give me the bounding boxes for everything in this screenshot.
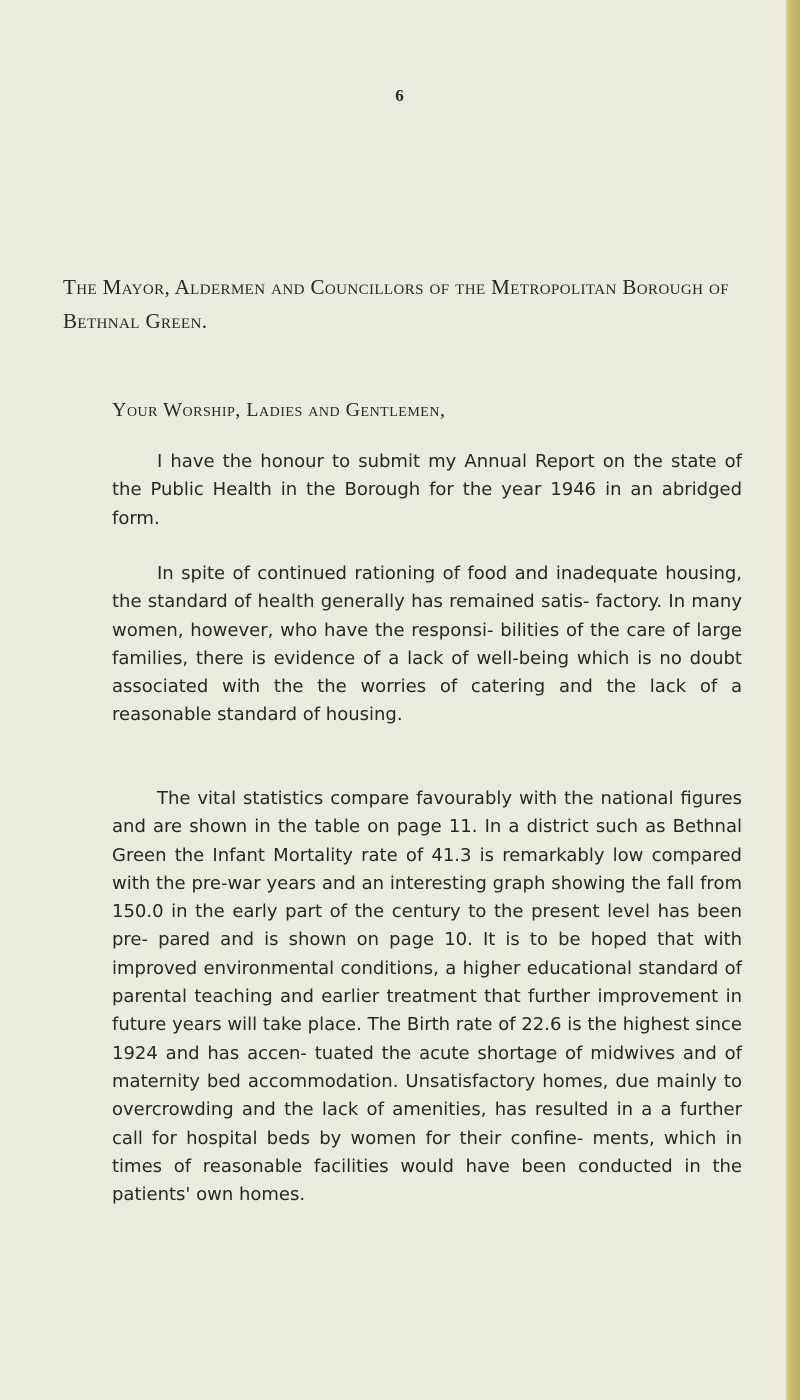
paragraph-health-standard: In spite of continued rationing of food and inadequate housing, the standard of health generally has remained satis- factory. In many women, however, who have the responsi- bilities of the care of large families, there is evidence of a lack of well-being which is no doubt associated with the the worries of catering and the lack of a reasonable standard of housing. [112,563,742,726]
paragraph-vital-statistics: The vital statistics compare favourably with the national figures and are shown in the table on page 11. In a district such as Bethnal Green the Infant Mortality rate of 41.3 is remarkably low compared with the pre-war years and an interesting graph showing the fall from 150.0 in the early part of the century to the present level has been pre- pared and is shown on page 10. It is to be hoped that with improved environmental conditions, a higher educational standard of parental teaching and earlier treatment that further improvement in future years will take place. The Birth rate of 22.6 is the highest since 1924 and has accen- tuated the acute shortage of midwives and of maternity bed accommodation. Unsatisfactory homes, due mainly to overcrowding and the lack of amenities, has resulted in a a further call for hospital beds by women for their confine- ments, which in times of reasonable facilities would have been conducted in the patients' own homes. [112,788,742,1206]
page-edge [786,0,800,1400]
paragraph-introduction: I have the honour to submit my Annual Report on the state of the Public Health in the Borough for the year 1946 in an abridged form. [112,451,742,529]
letter-salutation: Your Worship, Ladies and Gentlemen, [112,399,446,421]
letter-addressee: The Mayor, Aldermen and Councillors of the Metropolitan Borough of Bethnal Green. [63,275,730,333]
page-number: 6 [395,86,405,105]
